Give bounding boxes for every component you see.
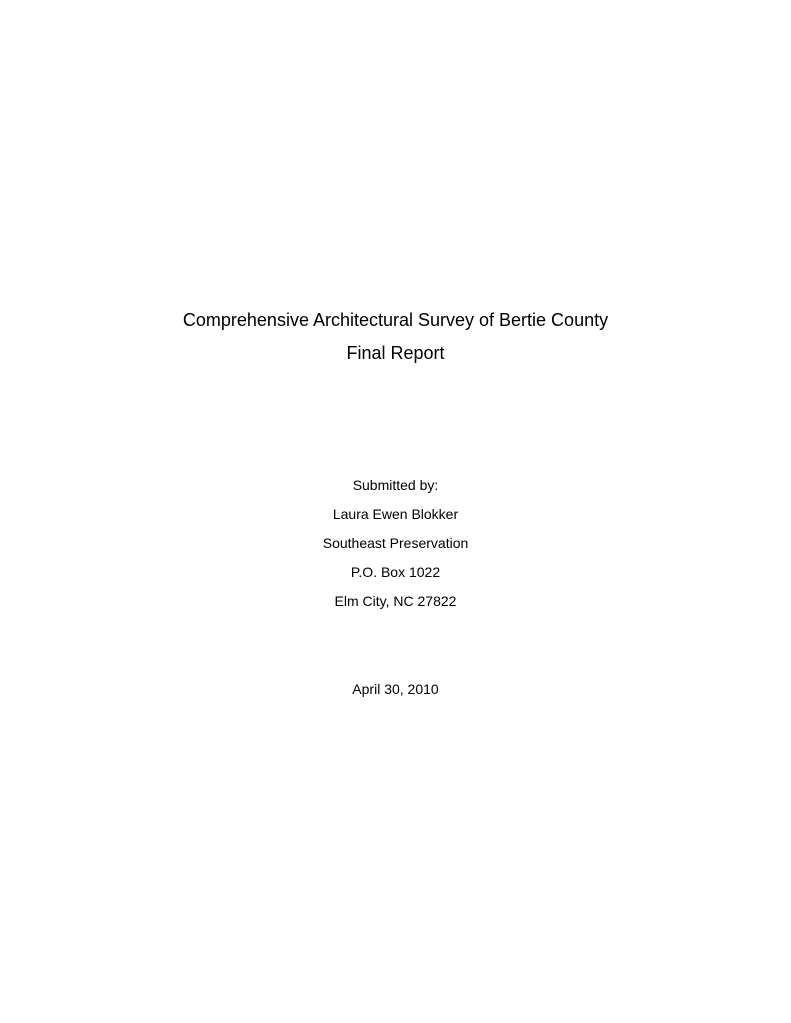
city-state-zip: Elm City, NC 27822 [334,593,457,609]
author-name: Laura Ewen Blokker [332,506,459,522]
po-box: P.O. Box 1022 [350,564,441,580]
report-date: April 30, 2010 [352,681,439,697]
submitted-by-label: Submitted by: [352,477,439,493]
report-subtitle: Final Report [346,343,445,363]
organization-name: Southeast Preservation [322,535,469,551]
report-title: Comprehensive Architectural Survey of Bertie County [182,310,609,330]
